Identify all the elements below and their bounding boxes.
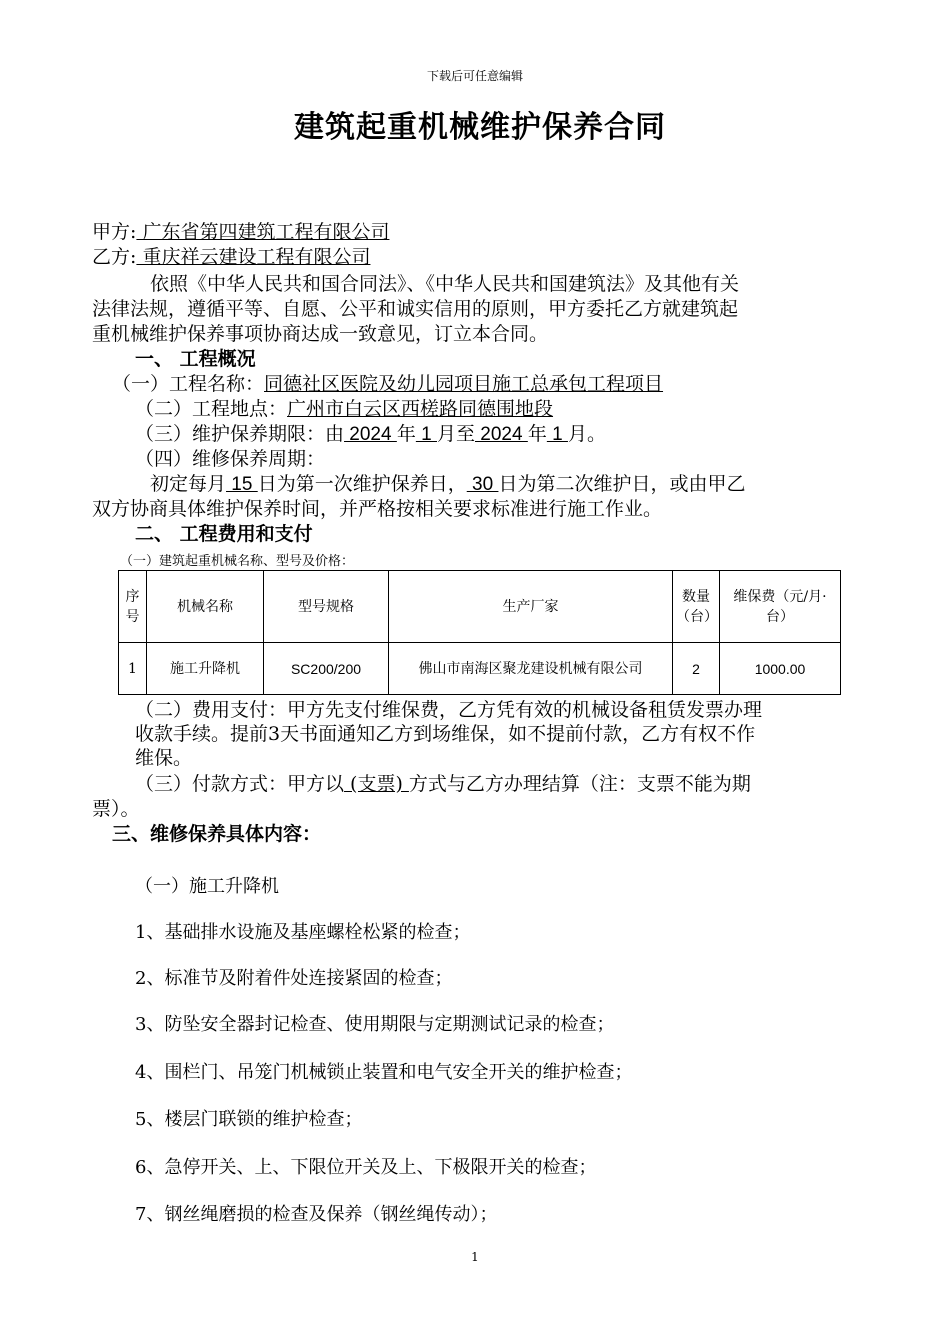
payment-terms-line-1: （二）费用支付：甲方先支付维保费，乙方凭有效的机械设备租赁发票办理: [135, 699, 763, 721]
maintenance-cycle-line: [150, 472, 745, 497]
header-note: 下载后可任意编辑: [426, 69, 523, 83]
list-item: 7、钢丝绳磨损的检查及保养（钢丝绳传动）；: [135, 1204, 498, 1225]
table-row: [119, 643, 841, 695]
payment-terms-line-3: 维保。: [135, 747, 193, 769]
intro-line-1: 依照《中华人民共和国合同法》、《中华人民共和国建筑法》及其他有关: [150, 273, 740, 295]
period-prefix: （三）维护保养期限：由: [135, 423, 345, 445]
period-end-month: 1: [546, 424, 568, 445]
cell-index: 1: [119, 643, 147, 695]
intro-line-3: 重机械维护保养事项协商达成一致意见，订立本合同。: [92, 323, 549, 345]
cell-manufacturer: 佛山市南海区聚龙建设机械有限公司: [389, 643, 673, 695]
party-b-line: [92, 245, 370, 269]
cell-fee: 1000.00: [720, 643, 841, 695]
section-1-heading: 一、 工程概况: [135, 348, 256, 370]
intro-line-2: 法律法规，遵循平等、自愿、公平和诚实信用的原则，甲方委托乙方就建筑起: [92, 298, 739, 320]
period-start-month: 1: [415, 424, 437, 445]
period-year-2: 年: [527, 423, 547, 445]
document-title: 建筑起重机械维护保养合同: [294, 110, 666, 145]
period-to: 月至: [436, 423, 475, 445]
period-end-year: 2024: [475, 424, 528, 445]
project-name-label: （一）工程名称：: [112, 373, 265, 395]
maintenance-cycle-label: （四）维修保养周期：: [135, 448, 326, 470]
party-b-value: 重庆祥云建设工程有限公司: [136, 246, 371, 268]
payment-terms-line-2: 收款手续。提前3天书面通知乙方到场维保，如不提前付款，乙方有权不作: [135, 723, 756, 745]
project-name-line: [112, 372, 663, 396]
cycle-text-b: 日为第一次维护保养日，: [257, 473, 467, 495]
list-item: 6、急停开关、上、下限位开关及上、下极限开关的检查；: [135, 1157, 597, 1178]
project-location-label: （二）工程地点：: [135, 398, 288, 420]
list-item: 5、楼层门联锁的维护检查；: [135, 1109, 363, 1130]
header-cell-manufacturer: 生产厂家: [389, 571, 673, 643]
list-item: 1、基础排水设施及基座螺栓松紧的检查；: [135, 922, 471, 943]
payment-method-text-b: 方式与乙方办理结算（注：支票不能为期: [408, 773, 751, 795]
project-location-value: 广州市白云区西槎路同德围地段: [287, 398, 554, 420]
header-cell-model: 型号规格: [264, 571, 389, 643]
party-a-value: 广东省第四建筑工程有限公司: [136, 221, 390, 243]
cell-model: SC200/200: [264, 643, 389, 695]
party-a-line: [92, 220, 389, 244]
payment-method-line: [135, 772, 751, 796]
header-cell-index: 序号: [119, 571, 147, 643]
maintenance-cycle-line-2: 双方协商具体维护保养时间，并严格按相关要求标准进行施工作业。: [92, 498, 663, 520]
list-item: 4、围栏门、吊笼门机械锁止装置和电气安全开关的维护检查；: [135, 1062, 633, 1083]
party-b-label: 乙方:: [92, 246, 137, 268]
cycle-text-c: 日为第二次维护日，或由甲乙: [498, 473, 746, 495]
project-name-value: 同德社区医院及幼儿园项目施工总承包工程项目: [264, 373, 664, 395]
party-a-label: 甲方:: [92, 221, 137, 243]
section-2-heading: 二、 工程费用和支付: [135, 523, 313, 545]
cycle-day-1: 15: [226, 474, 258, 495]
section-3-heading: 三、维修保养具体内容：: [112, 823, 322, 845]
cell-machine-name: 施工升降机: [147, 643, 264, 695]
payment-method-value: (支票): [344, 773, 409, 795]
header-cell-machine-name: 机械名称: [147, 571, 264, 643]
page-number: 1: [471, 1250, 479, 1264]
period-start-year: 2024: [344, 424, 397, 445]
section-3-subheading: （一）施工升降机: [135, 876, 279, 897]
payment-method-line-2: 票）。: [92, 798, 140, 820]
list-item: 2、标准节及附着件处连接紧固的检查；: [135, 968, 453, 989]
maintenance-period-line: [135, 422, 606, 447]
project-location-line: [135, 397, 553, 421]
header-cell-quantity: 数量（台）: [673, 571, 720, 643]
header-cell-fee: 维保费（元/月·台）: [720, 571, 841, 643]
period-suffix: 月。: [567, 423, 606, 445]
cell-quantity: 2: [673, 643, 720, 695]
cycle-day-2: 30: [466, 474, 499, 495]
cycle-text-a: 初定每月: [150, 473, 227, 495]
machine-price-table: [118, 570, 841, 695]
list-item: 3、防坠安全器封记检查、使用期限与定期测试记录的检查；: [135, 1014, 615, 1035]
table-header-row: [119, 571, 841, 643]
payment-method-text-a: （三）付款方式：甲方以: [135, 773, 345, 795]
period-year-1: 年: [396, 423, 416, 445]
machine-table-caption: （一）建筑起重机械名称、型号及价格：: [120, 554, 355, 569]
